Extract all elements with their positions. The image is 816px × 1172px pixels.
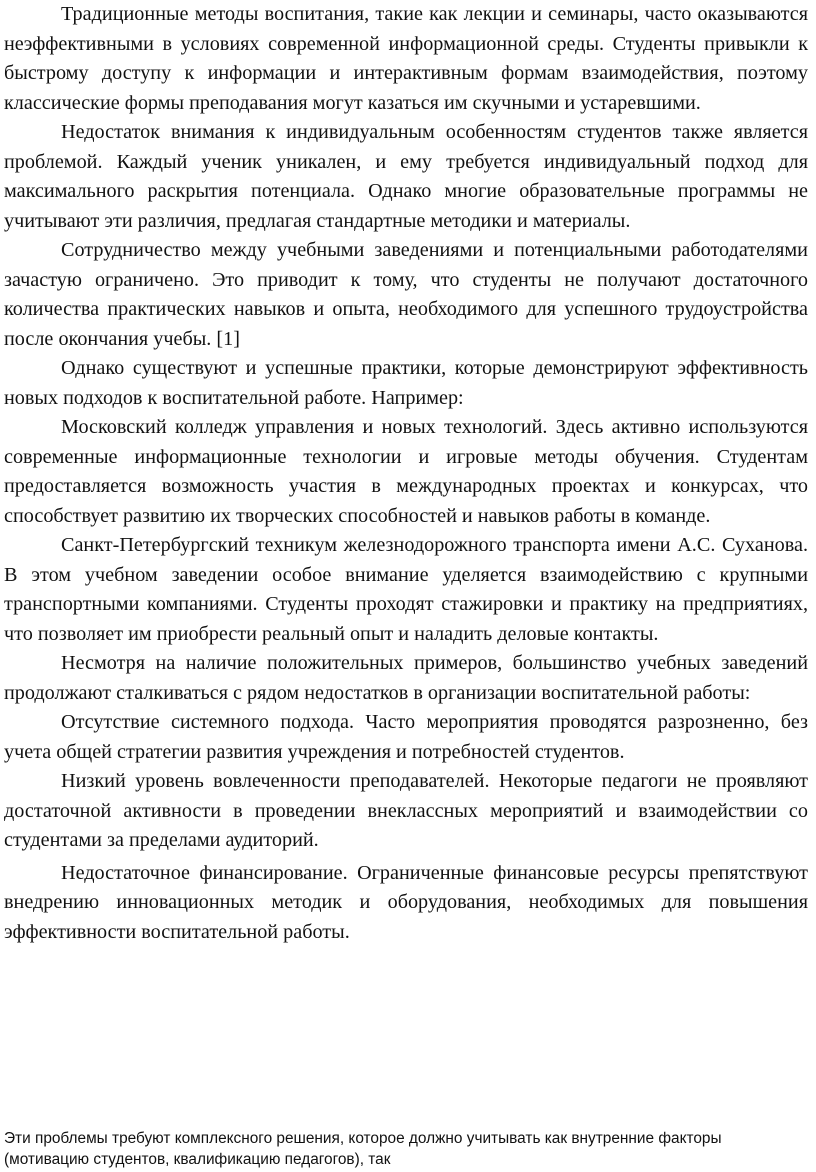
footer-note: Эти проблемы требуют комплексного решения, которое должно учитывать как внутренние факторы (мотивацию студентов, квалификацию педагогов), так — [4, 1130, 722, 1168]
document-body — [4, 0, 808, 947]
paragraph-no-system-approach: Отсутствие системного подхода. Часто мероприятия проводятся разрозненно, без учета общей стратегии развития учреждения и потребностей студентов. — [4, 711, 808, 763]
paragraph-shortcomings-intro: Несмотря на наличие положительных примеров, большинство учебных заведений продолжают сталкиваться с рядом недостатков в организации воспитательной работы: — [4, 652, 808, 704]
paragraph-moscow-college: Московский колледж управления и новых технологий. Здесь активно используются современные информационные технологии и игровые методы обучения. Студентам предоставляется возможность участия в международных проектах и конкурсах, что способствует развитию их творческих способностей и навыков работы в команде. — [4, 416, 808, 527]
paragraph-insufficient-funding: Недостаточное финансирование. Ограниченные финансовые ресурсы препятствуют внедрению инновационных методик и оборудования, необходимых для повышения эффективности воспитательной работы. — [4, 861, 808, 943]
paragraph-traditional-methods: Традиционные методы воспитания, такие как лекции и семинары, часто оказываются неэффективными в условиях современной информационной среды. Студенты привыкли к быстрому доступу к информации и интерактивным формам взаимодействия, поэтому классические формы преподавания могут казаться им скучными и устаревшими. — [4, 3, 808, 114]
paragraph-successful-practices: Однако существуют и успешные практики, которые демонстрируют эффективность новых подходов к воспитательной работе. Например: — [4, 357, 808, 409]
paragraph-employer-cooperation: Сотрудничество между учебными заведениями и потенциальными работодателями зачастую ограничено. Это приводит к тому, что студенты не получают достаточного количества практических навыков и опыта, необходимого для успешного трудоустройства после окончания учебы. [1] — [4, 239, 808, 350]
paragraph-teacher-involvement: Низкий уровень вовлеченности преподавателей. Некоторые педагоги не проявляют достаточной активности в проведении внеклассных мероприятий и взаимодействии со студентами за пределами аудиторий. — [4, 770, 808, 851]
paragraph-spb-technical-school: Санкт-Петербургский техникум железнодорожного транспорта имени А.С. Суханова. В этом учебном заведении особое внимание уделяется взаимодействию с крупными транспортными компаниями. Студенты проходят стажировки и практику на предприятиях, что позволяет им приобрести реальный опыт и наладить деловые контакты. — [4, 534, 808, 645]
paragraph-individual-approach: Недостаток внимания к индивидуальным особенностям студентов также является проблемой. Каждый ученик уникален, и ему требуется индивидуальный подход для максимального раскрытия потенциала. Однако многие образовательные программы не учитывают эти различия, предлагая стандартные методики и материалы. — [4, 121, 808, 232]
